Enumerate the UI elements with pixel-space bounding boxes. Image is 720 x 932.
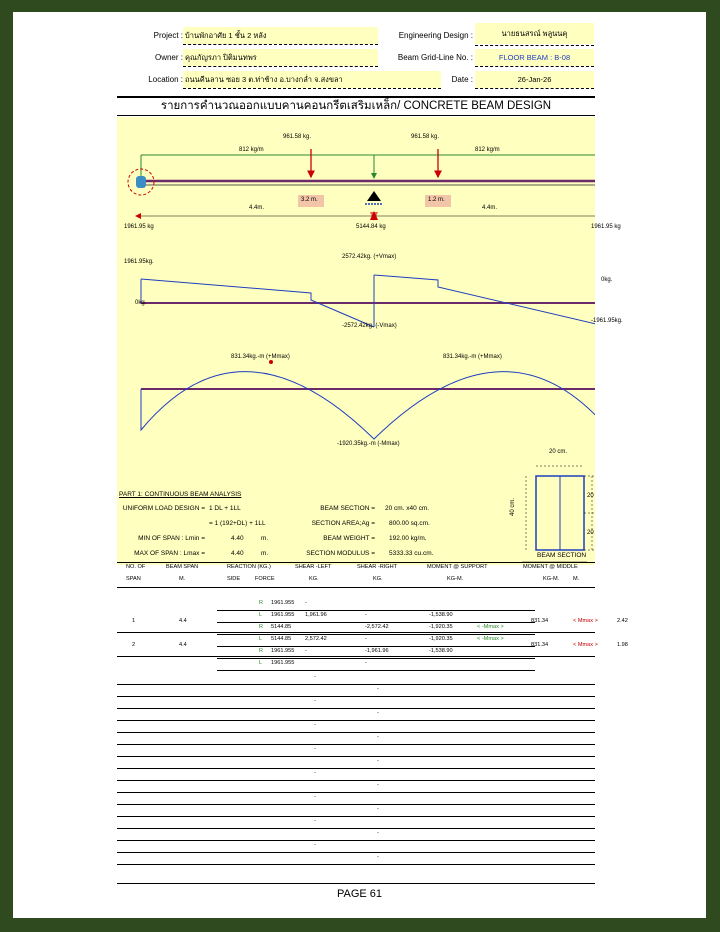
moment-support-value: -1,538.90 (429, 648, 453, 654)
table-rule (117, 632, 595, 633)
col-moment-middle: MOMENT @ MIDDLE (523, 564, 578, 570)
location-value: ถนนคีนลาน ซอย 3 ต.ท่าช้าง อ.บางกล่ำ จ.สงขลา (183, 71, 441, 88)
page-number: PAGE 61 (336, 888, 383, 900)
distance-2: 1.2 m. (428, 197, 445, 203)
col-reaction: REACTION (KG.) (227, 564, 271, 570)
reaction-side: R (259, 600, 264, 606)
empty-cell-dash: - (314, 794, 316, 800)
moment-middle-value: 831.34 (531, 642, 549, 648)
empty-cell-dash: - (377, 758, 379, 764)
col-no-sub: SPAN (126, 576, 141, 582)
location-label: Location : (148, 75, 183, 84)
beam-section-label: BEAM SECTION = (320, 505, 375, 512)
moment-middle-tag: < Mmax > (573, 642, 598, 648)
table-rule (117, 696, 595, 697)
table-rule (217, 670, 535, 671)
reaction-left: 1961.95 kg (124, 224, 154, 230)
udl-label-1: 812 kg/m (239, 147, 264, 153)
col-shear-left: SHEAR -LEFT (295, 564, 332, 570)
reaction-side: R (259, 648, 264, 654)
empty-cell-dash: - (377, 710, 379, 716)
shear-right-value: - (365, 636, 367, 642)
reaction-mid: 5144.84 kg (356, 224, 386, 230)
shear-left-top: 1961.95kg. (124, 259, 154, 265)
shear-right-value: - (365, 660, 367, 666)
reaction-side: L (259, 660, 263, 666)
empty-cell-dash: - (314, 818, 316, 824)
empty-cell-dash: - (377, 686, 379, 692)
beam-section-drawing (522, 466, 595, 562)
shear-left-value: - (305, 648, 307, 654)
reaction-force: 5144.85 (271, 624, 292, 630)
shear-vmax-pos: 2572.42kg. (+Vmax) (342, 254, 397, 260)
span-length: 4.4 (179, 618, 187, 624)
empty-cell-dash: - (377, 734, 379, 740)
analysis-heading: PART 1: CONTINUOUS BEAM ANALYSIS (119, 491, 242, 498)
table-rule (117, 708, 595, 709)
moment-support-value: -1,920.35 (429, 636, 453, 642)
table-rule (117, 864, 595, 865)
load-diagram (128, 149, 595, 221)
table-rule (117, 656, 595, 657)
shear-right-bottom: -1961.95kg. (591, 318, 623, 324)
moment-middle-location: 2.42 (617, 618, 628, 624)
reaction-side: L (259, 612, 263, 618)
point-load-1: 961.58 kg. (283, 134, 312, 140)
section-half-1: 20 (587, 493, 594, 499)
min-span-value: 4.40 (231, 535, 244, 542)
date-label: Date : (451, 75, 473, 84)
empty-cell-dash: - (314, 722, 316, 728)
col-moment-middle-sub: KG-M. (543, 576, 560, 582)
udl-design-expr: = 1 (192+DL) + 1LL (209, 520, 266, 527)
reaction-force: 1961.955 (271, 648, 295, 654)
span-2: 4.4m. (482, 205, 498, 211)
date-value: 26-Jan-26 (475, 71, 594, 88)
grid-label: Beam Grid-Line No. : (397, 53, 473, 62)
engineering-value: นายธนสรณ์ พลูนนคุ (475, 23, 594, 44)
section-height: 40 cm. (510, 497, 517, 517)
project-label: Project : (153, 31, 183, 40)
reaction-side: L (259, 636, 263, 642)
modulus-value: 5333.33 cu.cm. (389, 550, 434, 557)
col-shear-right-sub: KG. (373, 576, 383, 582)
weight-label: BEAM WEIGHT = (323, 535, 375, 542)
grid-value: FLOOR BEAM : B-08 (475, 49, 594, 66)
min-span-label: MIN OF SPAN : Lmin = (138, 535, 205, 542)
col-side-sub: SIDE (227, 576, 241, 582)
span-number: 2 (132, 642, 136, 648)
max-span-label: MAX OF SPAN : Lmax = (134, 550, 205, 557)
section-width: 20 cm. (549, 449, 568, 455)
table-rule (117, 852, 595, 853)
moment-pos-2: 831.34kg.-m (+Mmax) (443, 354, 502, 360)
weight-value: 192.00 kg/m. (389, 535, 427, 542)
shear-right-value: - (365, 612, 367, 618)
document-page (13, 12, 706, 918)
table-rule (117, 684, 595, 685)
reaction-side: R (259, 624, 264, 630)
shear-diagram (141, 275, 595, 327)
min-span-unit: m. (261, 535, 269, 542)
shear-right-value: -1,961.96 (365, 648, 389, 654)
empty-cell-dash: - (377, 830, 379, 836)
moment-middle-tag: < Mmax > (573, 618, 598, 624)
area-label: SECTION AREA;Ag = (311, 520, 375, 527)
table-rule (117, 744, 595, 745)
udl-design-label: UNIFORM LOAD DESIGN = (122, 505, 205, 512)
span-1: 4.4m. (249, 205, 265, 211)
col-shear-left-sub: KG. (309, 576, 319, 582)
table-rule (217, 658, 535, 659)
moment-middle-value: 831.34 (531, 618, 549, 624)
moment-middle-location: 1.98 (617, 642, 628, 648)
point-load-2: 961.58 kg. (411, 134, 440, 140)
col-no: NO. OF (126, 564, 146, 570)
udl-label-2: 812 kg/m (475, 147, 500, 153)
table-rule (117, 756, 595, 757)
moment-support-value: -1,538.90 (429, 612, 453, 618)
table-rule (217, 634, 535, 635)
table-rule (217, 646, 535, 647)
udl-design-value: 1 DL + 1LL (209, 505, 241, 512)
reaction-force: 1961.955 (271, 612, 295, 618)
col-force-sub: FORCE (255, 576, 275, 582)
col-moment-support: MOMENT @ SUPPORT (427, 564, 488, 570)
col-moment-support-sub: KG-M. (447, 576, 464, 582)
table-rule (117, 792, 595, 793)
beam-section-value: 20 cm. x40 cm. (385, 505, 430, 512)
shear-vmax-neg: -2572.42kg. (-Vmax) (342, 323, 397, 329)
moment-diagram (141, 360, 595, 439)
reaction-force: 5144.85 (271, 636, 292, 642)
max-span-value: 4.40 (231, 550, 244, 557)
empty-cell-dash: - (314, 698, 316, 704)
empty-cell-dash: - (314, 770, 316, 776)
moment-support-value: -1,920.35 (429, 624, 453, 630)
owner-label: Owner : (154, 53, 183, 62)
reaction-right: 1961.95 kg (591, 224, 621, 230)
shear-left-value: - (305, 600, 307, 606)
table-rule (117, 804, 595, 805)
project-value: บ้านพักอาศัย 1 ชั้น 2 หลัง (183, 27, 378, 44)
max-span-unit: m. (261, 550, 269, 557)
owner-value: คุณกัญรภา ปิติมนทพร (183, 49, 378, 66)
table-rule (117, 828, 595, 829)
shear-right-zero: 0kg. (601, 277, 613, 283)
table-rule (117, 720, 595, 721)
engineering-label: Engineering Design : (398, 31, 473, 40)
col-shear-right: SHEAR -RIGHT (357, 564, 398, 570)
shear-left-zero: 0kg. (135, 300, 147, 306)
table-rule (217, 610, 535, 611)
modulus-label: SECTION MODULUS = (306, 550, 375, 557)
table-rule (117, 780, 595, 781)
span-number: 1 (132, 618, 136, 624)
distance-1: 3.2 m. (301, 197, 318, 203)
empty-cell-dash: - (377, 854, 379, 860)
reaction-force: 1961.955 (271, 600, 295, 606)
table-rule (117, 840, 595, 841)
table-rule (117, 816, 595, 817)
moment-pos-1: 831.34kg.-m (+Mmax) (231, 354, 290, 360)
section-half-2: 20 (587, 530, 594, 536)
span-length: 4.4 (179, 642, 187, 648)
moment-support-tag: < -Mmax > (477, 636, 504, 642)
col-span-sub: M. (179, 576, 186, 582)
reaction-force: 1961.955 (271, 660, 295, 666)
empty-cell-dash: - (314, 746, 316, 752)
col-span: BEAM SPAN (166, 564, 199, 570)
moment-support-tag: < -Mmax > (477, 624, 504, 630)
shear-left-value: 1,961.96 (305, 612, 327, 618)
table-rule (217, 622, 535, 623)
empty-cell-dash: - (377, 782, 379, 788)
page-title: รายการคำนวณออกแบบคานคอนกรีตเสริมเหล็ก/ CONCRETE BEAM DESIGN (160, 100, 552, 112)
table-rule (117, 768, 595, 769)
shear-left-value: 2,572.42 (305, 636, 327, 642)
empty-cell-dash: - (314, 842, 316, 848)
area-value: 800.00 sq.cm. (389, 520, 430, 527)
section-caption: BEAM SECTION (537, 552, 587, 559)
table-rule (117, 732, 595, 733)
empty-cell-dash: - (377, 806, 379, 812)
moment-neg: -1920.35kg.-m (-Mmax) (337, 441, 400, 447)
shear-right-value: -2,572.42 (365, 624, 389, 630)
empty-cell-dash: - (314, 674, 316, 680)
col-location-sub: M. (573, 576, 580, 582)
